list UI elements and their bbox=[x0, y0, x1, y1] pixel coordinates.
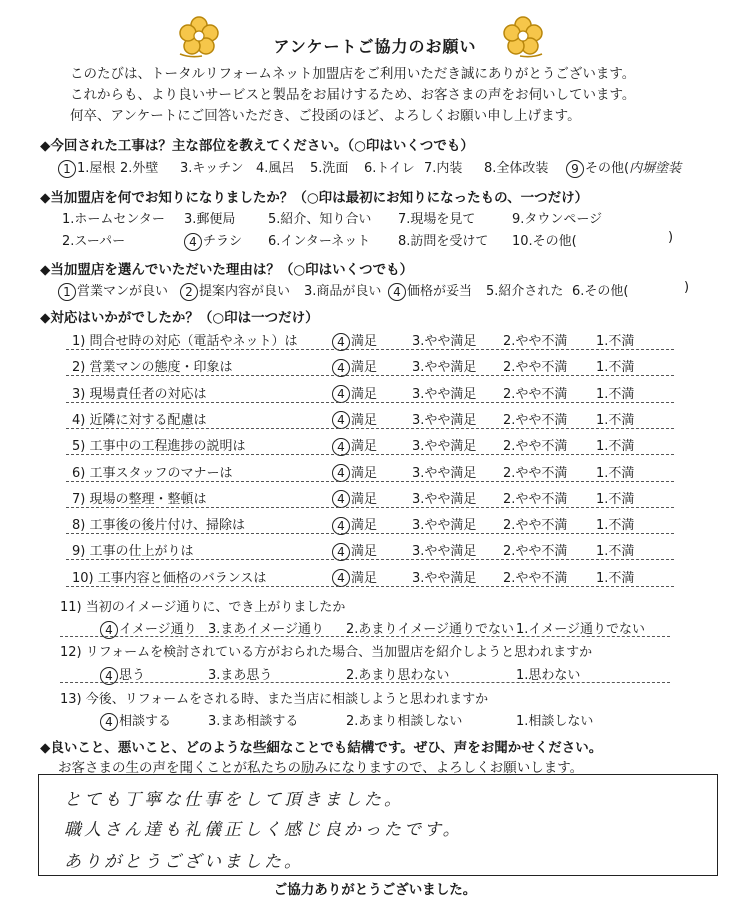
q2-option[interactable]: 10.その他( bbox=[512, 234, 577, 249]
divider bbox=[66, 349, 674, 350]
circle-mark: 4 bbox=[332, 333, 350, 351]
q3-option[interactable]: 6.その他( bbox=[572, 284, 629, 299]
q1-heading: ◆今回された工事は？主な部位を教えてください。（○印はいくつでも） bbox=[40, 138, 474, 154]
circle-mark: 4 bbox=[332, 543, 350, 561]
q12-question: 12) リフォームを検討されている方がおられた場合、当加盟店を紹介しようと思われますか bbox=[60, 645, 593, 660]
q2-option[interactable]: 9.タウンページ bbox=[512, 212, 603, 227]
rating-item-label: 6) 工事スタッフのマナーは bbox=[72, 465, 233, 481]
q2-option[interactable]: 3.郵便局 bbox=[184, 212, 236, 227]
rating-option[interactable]: 1.不満 bbox=[596, 412, 635, 428]
rating-option[interactable] bbox=[332, 462, 377, 483]
option-label: 満足 bbox=[351, 491, 378, 507]
q3-option-close: ) bbox=[684, 280, 690, 295]
q3-option-sales[interactable] bbox=[58, 280, 168, 301]
circle-mark: 4 bbox=[100, 667, 118, 685]
rating-option[interactable]: 2.やや不満 bbox=[503, 465, 568, 481]
q1-option-other[interactable] bbox=[566, 157, 681, 178]
rating-option[interactable]: 1.不満 bbox=[596, 439, 635, 455]
rating-option[interactable] bbox=[332, 409, 377, 430]
rating-item-label: 8) 工事後の後片付け、掃除は bbox=[72, 518, 245, 534]
circle-mark: 4 bbox=[332, 490, 350, 508]
divider bbox=[66, 507, 674, 508]
circle-mark: 1 bbox=[58, 283, 76, 301]
circle-mark: 4 bbox=[100, 621, 118, 639]
intro-line: これからも、より良いサービスと製品をお届けするため、お客さまの声をお伺いしています。 bbox=[70, 87, 636, 103]
rating-option[interactable]: 1.不満 bbox=[596, 570, 635, 586]
rating-option[interactable]: 2.やや不満 bbox=[503, 544, 568, 560]
divider bbox=[66, 559, 674, 560]
handwritten-other: 内塀塗装 bbox=[629, 161, 682, 176]
divider bbox=[66, 428, 674, 429]
rating-option[interactable]: 2.やや不満 bbox=[503, 360, 568, 376]
rating-option[interactable]: 2.やや不満 bbox=[503, 439, 568, 455]
rating-option[interactable]: 2.やや不満 bbox=[503, 412, 568, 428]
q1-option[interactable]: 6.トイレ bbox=[364, 161, 415, 176]
circle-mark: 4 bbox=[184, 233, 202, 251]
rating-option[interactable]: 1.不満 bbox=[596, 334, 635, 349]
rating-option[interactable]: 2.やや不満 bbox=[503, 491, 568, 507]
rating-item-label: 1) 問合せ時の対応（電話やネット）は bbox=[72, 334, 298, 349]
rating-item-label: 4) 近隣に対する配慮は bbox=[72, 412, 207, 428]
rating-option[interactable]: 3.やや満足 bbox=[412, 465, 477, 481]
circle-mark: 4 bbox=[388, 283, 406, 301]
q2-option-close: ) bbox=[668, 230, 674, 245]
option-label: 満足 bbox=[351, 412, 378, 428]
q2-option[interactable]: 7.現場を見て bbox=[398, 212, 476, 227]
rating-option[interactable]: 1.不満 bbox=[596, 544, 635, 560]
handwritten-comment-line: 職人さん達も礼儀正しく感じ良かったです。 bbox=[64, 820, 463, 840]
rating-item-label: 3) 現場責任者の対応は bbox=[72, 386, 207, 402]
option-label: 満足 bbox=[351, 386, 378, 402]
option-label: 相談する bbox=[119, 714, 172, 729]
option-label: 満足 bbox=[351, 360, 378, 376]
divider bbox=[60, 682, 670, 683]
circle-mark: 2 bbox=[180, 283, 198, 301]
rating-option[interactable] bbox=[332, 567, 377, 588]
rating-option[interactable]: 1.不満 bbox=[596, 386, 635, 402]
option-label: 満足 bbox=[351, 439, 378, 455]
q3-heading: ◆当加盟店を選んでいただいた理由は？（○印はいくつでも） bbox=[40, 262, 414, 278]
rating-option[interactable] bbox=[332, 330, 377, 351]
q2-option[interactable]: 1.ホームセンター bbox=[62, 212, 165, 227]
intro-line: このたびは、トータルリフォームネット加盟店をご利用いただき誠にありがとうございます。 bbox=[70, 66, 636, 82]
q12-option[interactable]: 1.思わない bbox=[516, 668, 581, 683]
handwritten-comment-line: とても丁寧な仕事をして頂きました。 bbox=[64, 790, 404, 810]
rating-option[interactable] bbox=[332, 356, 377, 377]
option-label: 提案内容が良い bbox=[199, 284, 291, 299]
divider bbox=[66, 375, 674, 376]
rating-item-label: 9) 工事の仕上がりは bbox=[72, 544, 194, 560]
rating-option[interactable]: 1.不満 bbox=[596, 491, 635, 507]
divider bbox=[66, 402, 674, 403]
q3-option[interactable]: 3.商品が良い bbox=[304, 284, 382, 299]
q11-option[interactable]: 3.まあイメージ通り bbox=[208, 622, 325, 637]
q12-option[interactable]: 3.まあ思う bbox=[208, 668, 273, 683]
rating-option[interactable]: 3.やや満足 bbox=[412, 412, 477, 428]
rating-option[interactable]: 3.やや満足 bbox=[412, 491, 477, 507]
q13-option-4[interactable] bbox=[100, 710, 171, 731]
q1-option[interactable]: 3.キッチン bbox=[180, 161, 244, 176]
rating-option[interactable]: 3.やや満足 bbox=[412, 360, 477, 376]
circle-mark: 4 bbox=[332, 517, 350, 535]
q11-option[interactable]: 2.あまりイメージ通りでない bbox=[346, 622, 515, 637]
rating-option[interactable]: 2.やや不満 bbox=[503, 334, 568, 349]
circle-mark: 4 bbox=[332, 464, 350, 482]
intro-line: 何卒、アンケートにご回答いただき、ご投函のほど、よろしくお願い申し上げます。 bbox=[70, 108, 581, 124]
q1-option[interactable]: 5.洗面 bbox=[310, 161, 349, 176]
option-label: チラシ bbox=[203, 234, 243, 249]
rating-option[interactable]: 3.やや満足 bbox=[412, 386, 477, 402]
option-label: 価格が妥当 bbox=[407, 284, 473, 299]
circle-mark: 4 bbox=[332, 359, 350, 377]
q11-question: 11) 当初のイメージ通りに、でき上がりましたか bbox=[60, 600, 346, 615]
circle-mark: 4 bbox=[332, 569, 350, 587]
option-label: 満足 bbox=[351, 334, 378, 349]
q2-option[interactable]: 2.スーパー bbox=[62, 234, 126, 249]
q1-option[interactable]: 4.風呂 bbox=[256, 161, 295, 176]
rating-option[interactable]: 2.やや不満 bbox=[503, 518, 568, 534]
rating-item-label: 5) 工事中の工程進捗の説明は bbox=[72, 439, 246, 455]
q13-option[interactable]: 2.あまり相談しない bbox=[346, 714, 463, 729]
q13-option[interactable]: 1.相談しない bbox=[516, 714, 594, 729]
option-label: 満足 bbox=[351, 465, 378, 481]
footer-thanks: ご協力ありがとうございました。 bbox=[273, 882, 477, 898]
circle-mark: 4 bbox=[100, 713, 118, 731]
option-label: 1.屋根 bbox=[77, 161, 116, 176]
q1-option[interactable]: 8.全体改装 bbox=[484, 161, 549, 176]
option-label: イメージ通り bbox=[119, 622, 197, 637]
divider bbox=[60, 636, 670, 637]
q1-option[interactable]: 2.外壁 bbox=[120, 161, 159, 176]
comments-heading: ◆良いこと、悪いこと、どのような些細なことでも結構です。ぜひ、声をお聞かせください。 bbox=[40, 740, 603, 756]
rating-option[interactable]: 3.やや満足 bbox=[412, 334, 477, 349]
option-label: 満足 bbox=[351, 544, 378, 560]
circle-mark: 9 bbox=[566, 160, 584, 178]
rating-option[interactable]: 3.やや満足 bbox=[412, 518, 477, 534]
q2-option-flyer[interactable] bbox=[184, 230, 242, 251]
rating-option[interactable]: 1.不満 bbox=[596, 465, 635, 481]
q2-option[interactable]: 6.インターネット bbox=[268, 234, 371, 249]
rating-item-label: 10) 工事内容と価格のバランスは bbox=[72, 570, 267, 586]
q3-option[interactable]: 5.紹介された bbox=[486, 284, 564, 299]
handwritten-comment-line: ありがとうございました。 bbox=[64, 852, 304, 872]
rating-option[interactable]: 2.やや不満 bbox=[503, 570, 568, 586]
q4-heading: ◆対応はいかがでしたか？（○印は一つだけ） bbox=[40, 310, 319, 326]
option-label: 満足 bbox=[351, 570, 378, 586]
q2-heading: ◆当加盟店を何でお知りになりましたか？（○印は最初にお知りになったもの、一つだけ） bbox=[40, 190, 589, 206]
q2-option[interactable]: 8.訪問を受けて bbox=[398, 234, 489, 249]
q13-option[interactable]: 3.まあ相談する bbox=[208, 714, 299, 729]
page-title: アンケートご協力のお願い bbox=[273, 37, 477, 56]
rating-item-label: 7) 現場の整理・整頓は bbox=[72, 491, 207, 507]
rating-option[interactable] bbox=[332, 383, 377, 404]
rating-option[interactable] bbox=[332, 540, 377, 561]
q11-option[interactable]: 1.イメージ通りでない bbox=[516, 622, 646, 637]
q3-option-price[interactable] bbox=[388, 280, 472, 301]
q3-option-proposal[interactable] bbox=[180, 280, 290, 301]
option-label: 思う bbox=[119, 668, 146, 683]
divider bbox=[66, 454, 674, 455]
q1-option[interactable]: 7.内装 bbox=[424, 161, 463, 176]
circle-mark: 4 bbox=[332, 411, 350, 429]
option-label: その他( bbox=[585, 161, 630, 176]
divider bbox=[66, 481, 674, 482]
rating-option[interactable]: 3.やや満足 bbox=[412, 570, 477, 586]
divider bbox=[66, 586, 674, 587]
circle-mark: 4 bbox=[332, 438, 350, 456]
rating-option[interactable] bbox=[332, 514, 377, 535]
rating-option[interactable]: 1.不満 bbox=[596, 518, 635, 534]
comments-subheading: お客さまの生の声を聞くことが私たちの励みになりますので、よろしくお願いします。 bbox=[58, 760, 584, 776]
q2-option[interactable]: 5.紹介、知り合い bbox=[268, 212, 372, 227]
rating-option[interactable]: 3.やや満足 bbox=[412, 544, 477, 560]
rating-option[interactable]: 2.やや不満 bbox=[503, 386, 568, 402]
divider bbox=[66, 533, 674, 534]
option-label: 営業マンが良い bbox=[77, 284, 169, 299]
rating-option[interactable] bbox=[332, 488, 377, 509]
rating-option[interactable]: 3.やや満足 bbox=[412, 439, 477, 455]
q13-question: 13) 今後、リフォームをされる時、また当店に相談しようと思われますか bbox=[60, 692, 489, 707]
rating-option[interactable]: 1.不満 bbox=[596, 360, 635, 376]
rating-option[interactable] bbox=[332, 435, 377, 456]
q12-option[interactable]: 2.あまり思わない bbox=[346, 668, 450, 683]
intro-text bbox=[70, 64, 710, 127]
circle-mark: 1 bbox=[58, 160, 76, 178]
q1-option-roof[interactable] bbox=[58, 157, 115, 178]
circle-mark: 4 bbox=[332, 385, 350, 403]
rating-item-label: 2) 営業マンの態度・印象は bbox=[72, 360, 233, 376]
option-label: 満足 bbox=[351, 518, 378, 534]
